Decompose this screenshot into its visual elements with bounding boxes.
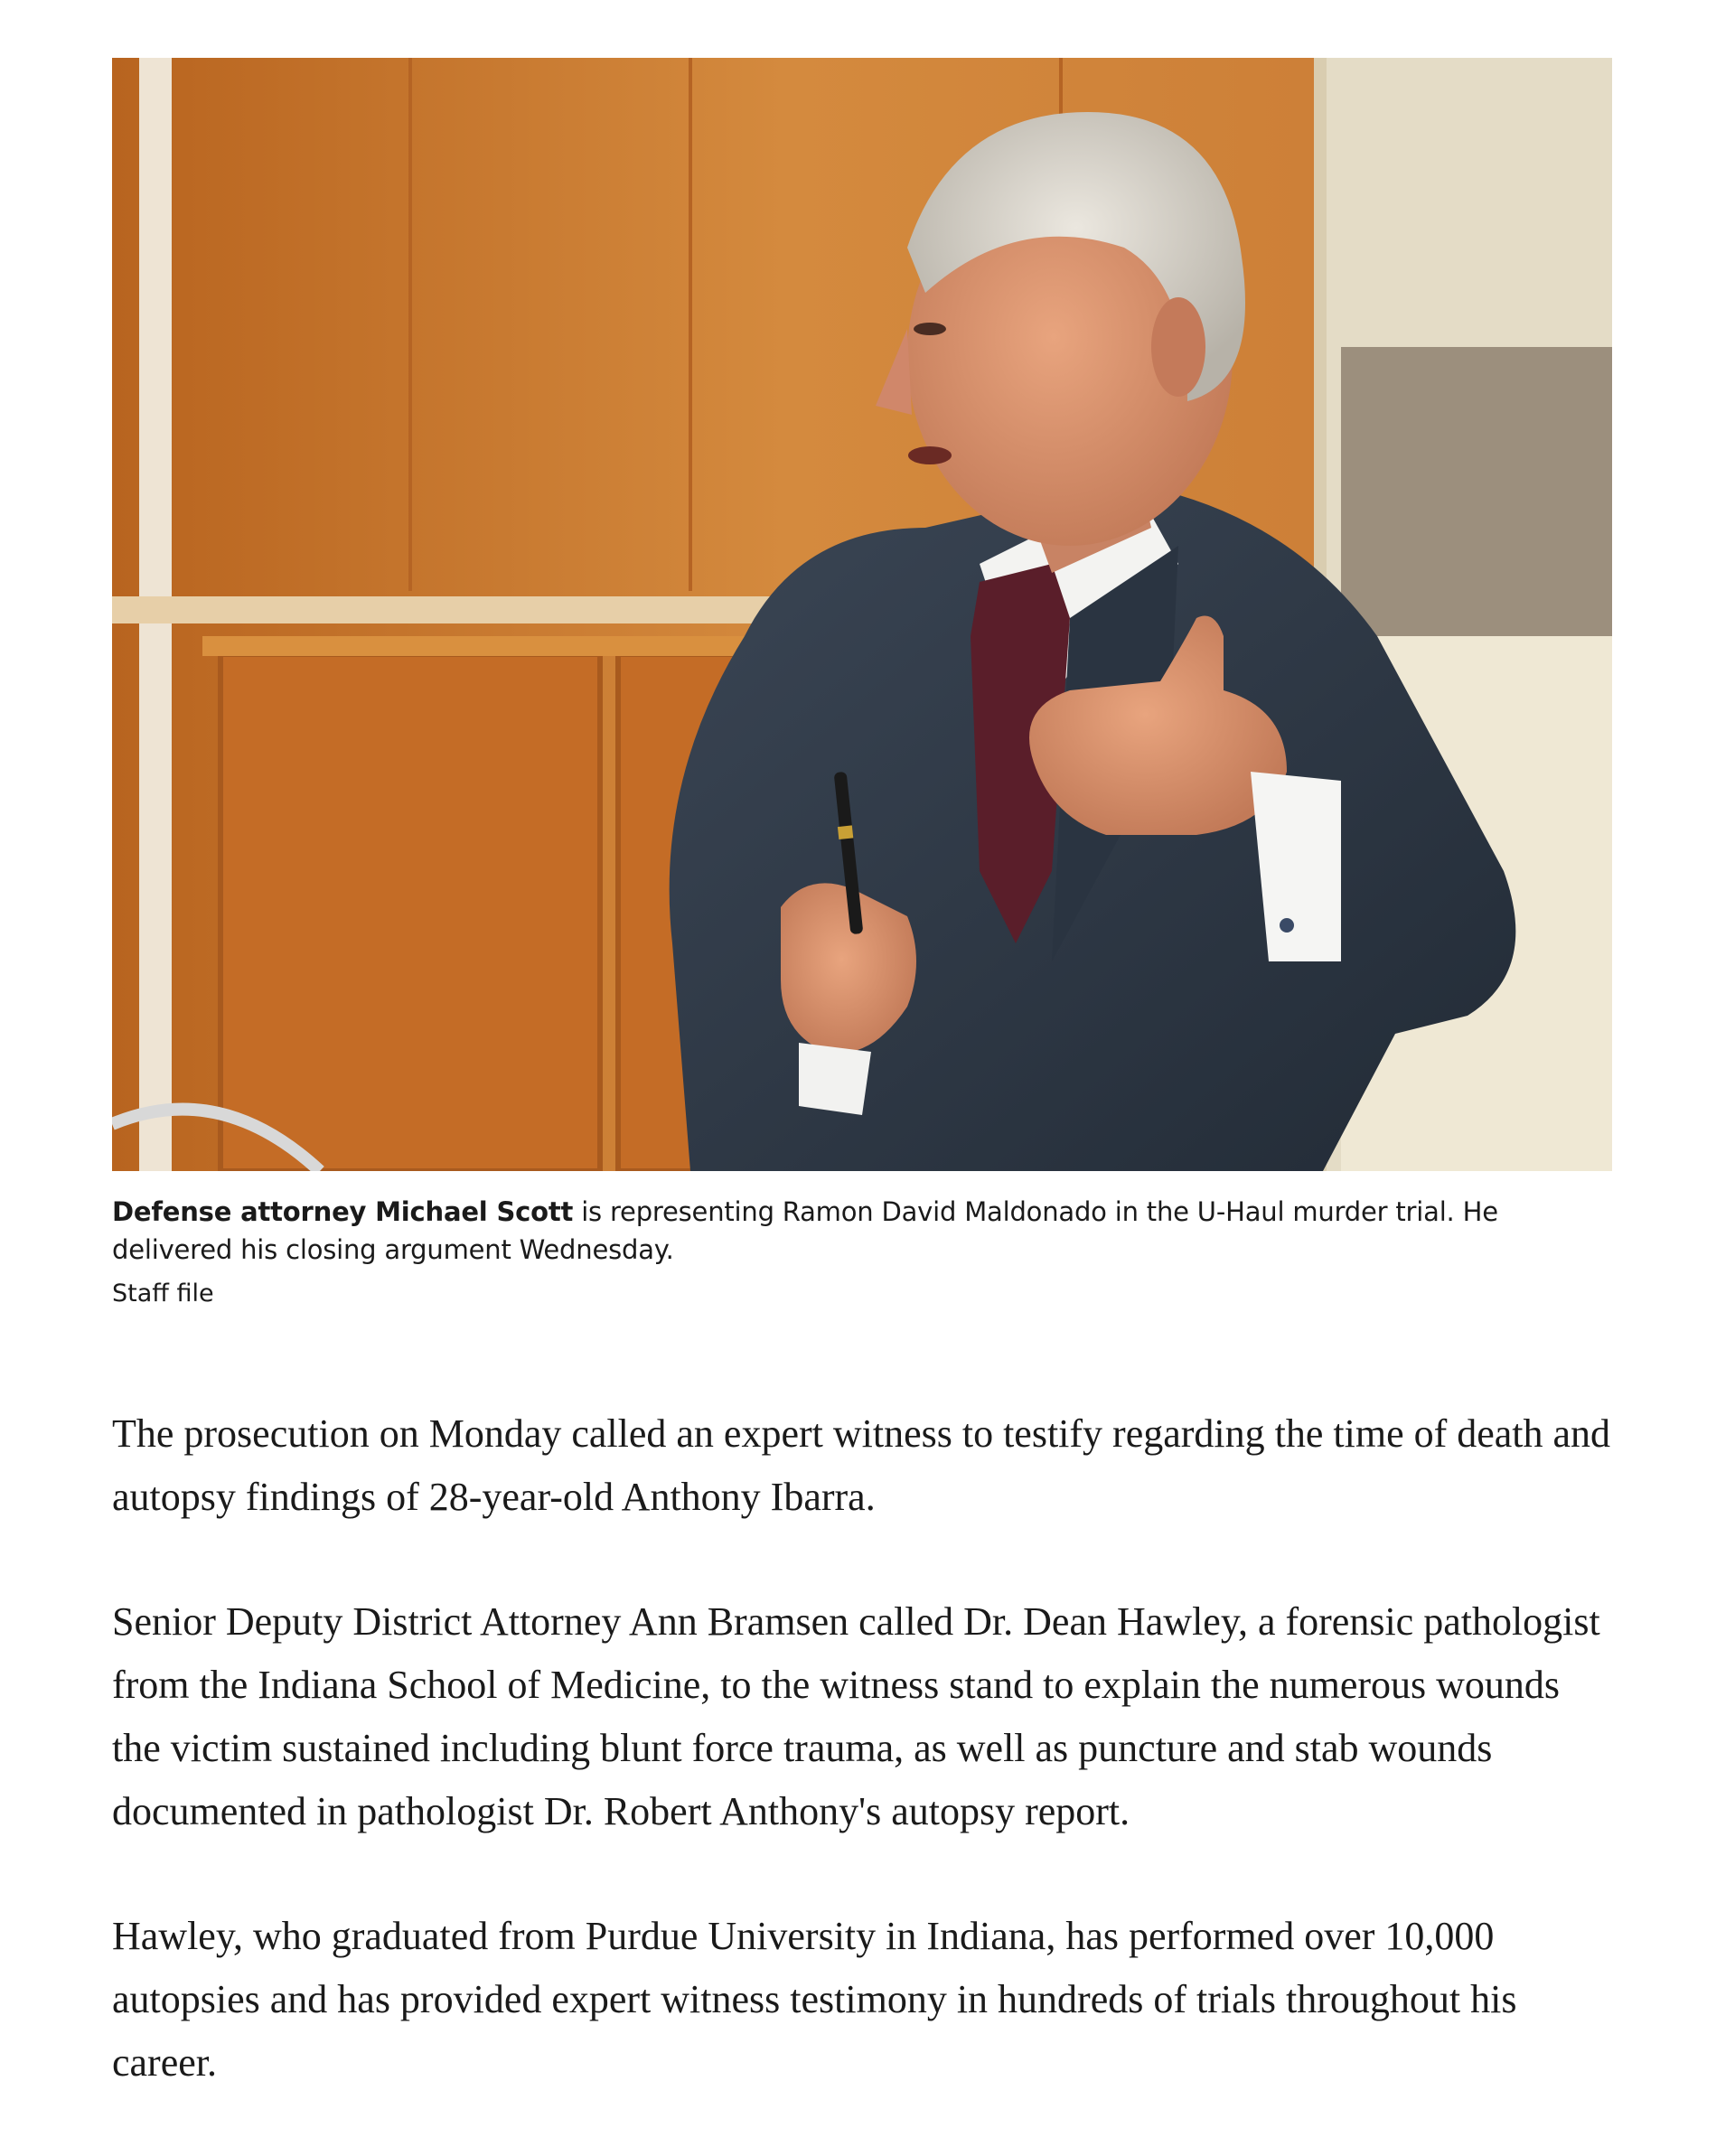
article-body — [112, 1402, 1612, 2095]
article — [112, 58, 1612, 2156]
caption-text: is representing Ramon David Maldonado in the U-Haul murder trial. He delivered his closing argument Wednesday. — [112, 1196, 1498, 1265]
article-paragraph: Hawley, who graduated from Purdue University in Indiana, has performed over 10,000 autopsies and has provided expert witness testimony in hundreds of trials throughout his career. — [112, 1914, 1517, 2085]
photo-caption — [112, 1193, 1612, 1269]
caption-subject-name: Defense attorney Michael Scott — [112, 1196, 574, 1227]
article-paragraph: The prosecution on Monday called an expert witness to testify regarding the time of death and autopsy findings of 28-year-old Anthony Ibarra. — [112, 1411, 1611, 1519]
photo-credit: Staff file — [112, 1280, 214, 1308]
courtroom-photo — [112, 58, 1612, 1171]
article-figure — [112, 58, 1612, 1312]
article-paragraph: Senior Deputy District Attorney Ann Bramsen called Dr. Dean Hawley, a forensic pathologist from the Indiana School of Medicine, to the witness stand to explain the numerous wounds the victim sustained including blunt force trauma, as well as puncture and stab wounds documented in pathologist Dr. Robert Anthony's autopsy report. — [112, 1599, 1600, 1833]
